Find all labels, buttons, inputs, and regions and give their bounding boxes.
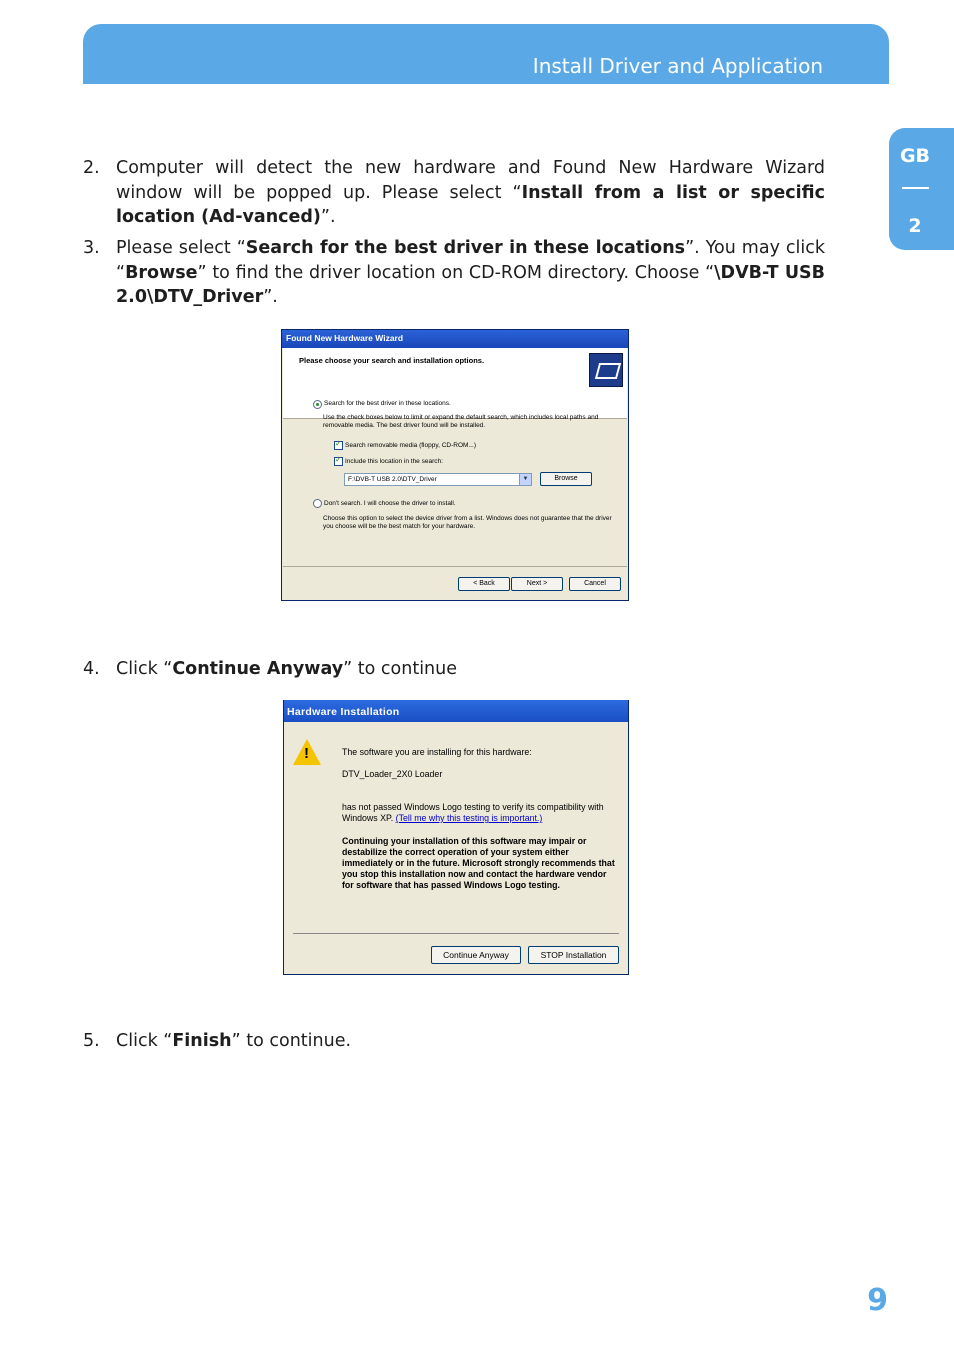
search-option-desc: Use the check boxes below to limit or expand the default search, which includes local paths and removable media. The best driver found will be installed. — [323, 414, 599, 429]
step-number: 5. — [83, 1031, 100, 1051]
step-4 — [83, 657, 825, 682]
hardware-installation-dialog — [283, 700, 629, 975]
step-text — [116, 1029, 825, 1054]
wizard-heading: Please choose your search and installation options. — [299, 356, 485, 365]
step-text-part: Click “ — [116, 1031, 173, 1051]
search-option-label: Search for the best driver in these locations. — [324, 400, 451, 407]
location-value: F:\DVB-T USB 2.0\DTV_Driver — [348, 476, 437, 483]
step-text-part: ”. — [263, 287, 278, 307]
hwinstall-titlebar — [284, 700, 628, 722]
wizard-separator — [283, 566, 627, 567]
dont-search-label: Don't search. I will choose the driver to install. — [324, 500, 456, 507]
removable-media-checkbox[interactable] — [334, 441, 343, 450]
chevron-down-icon[interactable]: ▼ — [519, 474, 531, 485]
step-text-part: Please select “ — [116, 238, 246, 258]
stop-installation-button[interactable]: STOP Installation — [528, 946, 619, 964]
found-new-hardware-wizard — [281, 329, 629, 601]
step-3 — [83, 236, 825, 310]
include-location-checkbox[interactable] — [334, 457, 343, 466]
page-number: 9 — [867, 1283, 888, 1318]
hwinstall-warning: Continuing your installation of this software may impair or destabilize the correct operation of your system either immediately or in the future. Microsoft strongly recommends that you stop this installation now and contact the hardware vendor for software that has passed Windows Logo testing. — [342, 836, 615, 890]
warning-icon-mark: ! — [304, 745, 309, 762]
step-text-part: ”. — [320, 207, 336, 227]
include-location-label: Include this location in the search: — [345, 458, 443, 465]
cancel-button[interactable]: Cancel — [569, 577, 621, 591]
header-bar — [83, 24, 889, 84]
continue-anyway-button[interactable]: Continue Anyway — [431, 946, 521, 964]
chapter-number: 2 — [908, 215, 922, 237]
wizard-titlebar — [282, 330, 628, 348]
hwinstall-line2-text: has not passed Windows Logo testing to verify its compatibility with Windows XP. — [342, 802, 604, 823]
step-bold: Continue Anyway — [172, 659, 344, 679]
step-text-part: ” to continue — [343, 659, 458, 679]
step-text-part: ”. You may click “ — [116, 238, 825, 283]
testing-info-link[interactable]: (Tell me why this testing is important.) — [395, 813, 543, 823]
step-number: 4. — [83, 659, 100, 679]
step-text-part: Computer will detect the new hardware and Found New Hardware Wizard window will be popped up. Please select “ — [116, 158, 825, 203]
location-combobox[interactable] — [344, 473, 532, 486]
browse-button[interactable]: Browse — [540, 472, 592, 486]
hwinstall-line1: The software you are installing for this hardware: — [342, 747, 532, 757]
step-text — [116, 156, 825, 230]
tab-divider — [902, 187, 929, 189]
step-text-part: ” to find the driver location on CD-ROM directory. Choose “ — [197, 262, 715, 283]
device-name: DTV_Loader_2X0 Loader — [342, 769, 443, 779]
removable-media-label: Search removable media (floppy, CD-ROM...) — [345, 442, 477, 449]
step-bold: Finish — [172, 1031, 232, 1051]
wizard-title: Found New Hardware Wizard — [286, 333, 404, 343]
search-radio[interactable] — [313, 400, 322, 409]
step-5 — [83, 1029, 825, 1054]
next-button[interactable]: Next > — [511, 577, 563, 591]
dont-search-desc: Choose this option to select the device driver from a list. Windows does not guarantee that the driver you choose will be the best match for your hardware. — [323, 515, 612, 530]
step-text-part: ” to continue. — [231, 1031, 352, 1051]
step-bold: Browse — [125, 262, 198, 283]
hwinstall-line2 — [342, 802, 612, 824]
hwinstall-title: Hardware Installation — [287, 706, 400, 718]
step-bold: \DVB-T USB 2.0\DTV_Driver — [116, 262, 825, 307]
hwinstall-separator — [293, 933, 619, 934]
back-button[interactable]: < Back — [458, 577, 510, 591]
step-number: 3. — [83, 238, 100, 258]
step-text — [116, 657, 825, 682]
wizard-header — [283, 348, 627, 419]
step-text — [116, 236, 825, 310]
step-number: 2. — [83, 158, 100, 178]
header-title: Install Driver and Application — [532, 54, 823, 78]
language-label: GB — [899, 145, 931, 167]
step-text-part: Click “ — [116, 659, 173, 679]
dont-search-radio[interactable] — [313, 499, 322, 508]
step-2 — [83, 156, 825, 230]
step-bold: Search for the best driver in these locations — [245, 238, 686, 258]
step-bold: Install from a list or specific location (Ad-vanced) — [116, 182, 825, 227]
chapter-tab — [889, 128, 954, 250]
hardware-icon — [589, 353, 623, 387]
